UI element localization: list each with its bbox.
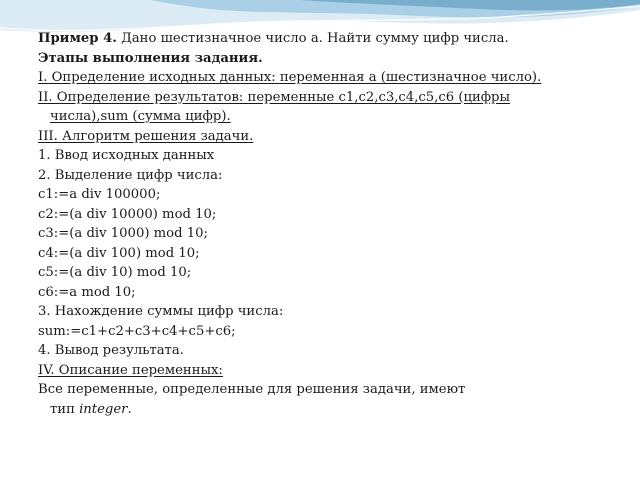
- code-line: c2:=(a div 10000) mod 10;: [38, 206, 217, 222]
- final-line-2: [38, 400, 628, 420]
- step-line: 2. Выделение цифр числа:: [38, 167, 223, 183]
- final-period: .: [127, 401, 132, 417]
- code-line: c5:=(a div 10) mod 10;: [38, 265, 192, 280]
- section-2-cont: [38, 107, 628, 127]
- section-2-line-1: II. Определение результатов: переменные c1,c2,c3,c4,c5,c6 (цифры: [38, 89, 510, 105]
- intro-line: [38, 29, 628, 49]
- section-2: [38, 88, 628, 108]
- section-2-line-2: числа),sum (сумма цифр).: [50, 109, 231, 124]
- section-4-text: IV. Описание переменных:: [38, 362, 223, 378]
- code-line: sum:=c1+c2+c3+c4+c5+c6;: [38, 323, 236, 339]
- section-4: [38, 361, 628, 381]
- code-line: c6:=a mod 10;: [38, 284, 136, 300]
- section-1: [38, 68, 628, 88]
- section-1-text: I. Определение исходных данных: переменная a (шестизначное число).: [38, 70, 542, 85]
- stages-heading: [38, 49, 628, 69]
- slide-content: [38, 29, 628, 419]
- stages-heading-text: Этапы выполнения задания.: [38, 50, 263, 66]
- step-line: 1. Ввод исходных данных: [38, 148, 215, 163]
- step-line: 3. Нахождение суммы цифр числа:: [38, 304, 284, 319]
- code-line: c4:=(a div 100) mod 10;: [38, 245, 200, 261]
- code-line: c3:=(a div 1000) mod 10;: [38, 226, 208, 241]
- final-type: integer: [79, 401, 128, 417]
- section-3: [38, 127, 628, 147]
- final-type-prefix: тип: [50, 401, 80, 417]
- section-3-text: III. Алгоритм решения задачи.: [38, 128, 254, 144]
- step-line: 4. Вывод результата.: [38, 343, 184, 358]
- intro-label: Пример 4.: [38, 31, 117, 46]
- final-line-1: Все переменные, определенные для решения задачи, имеют: [38, 382, 466, 397]
- intro-text: Дано шестизначное число a. Найти сумму цифр числа.: [116, 31, 509, 46]
- code-line: c1:=a div 100000;: [38, 187, 161, 202]
